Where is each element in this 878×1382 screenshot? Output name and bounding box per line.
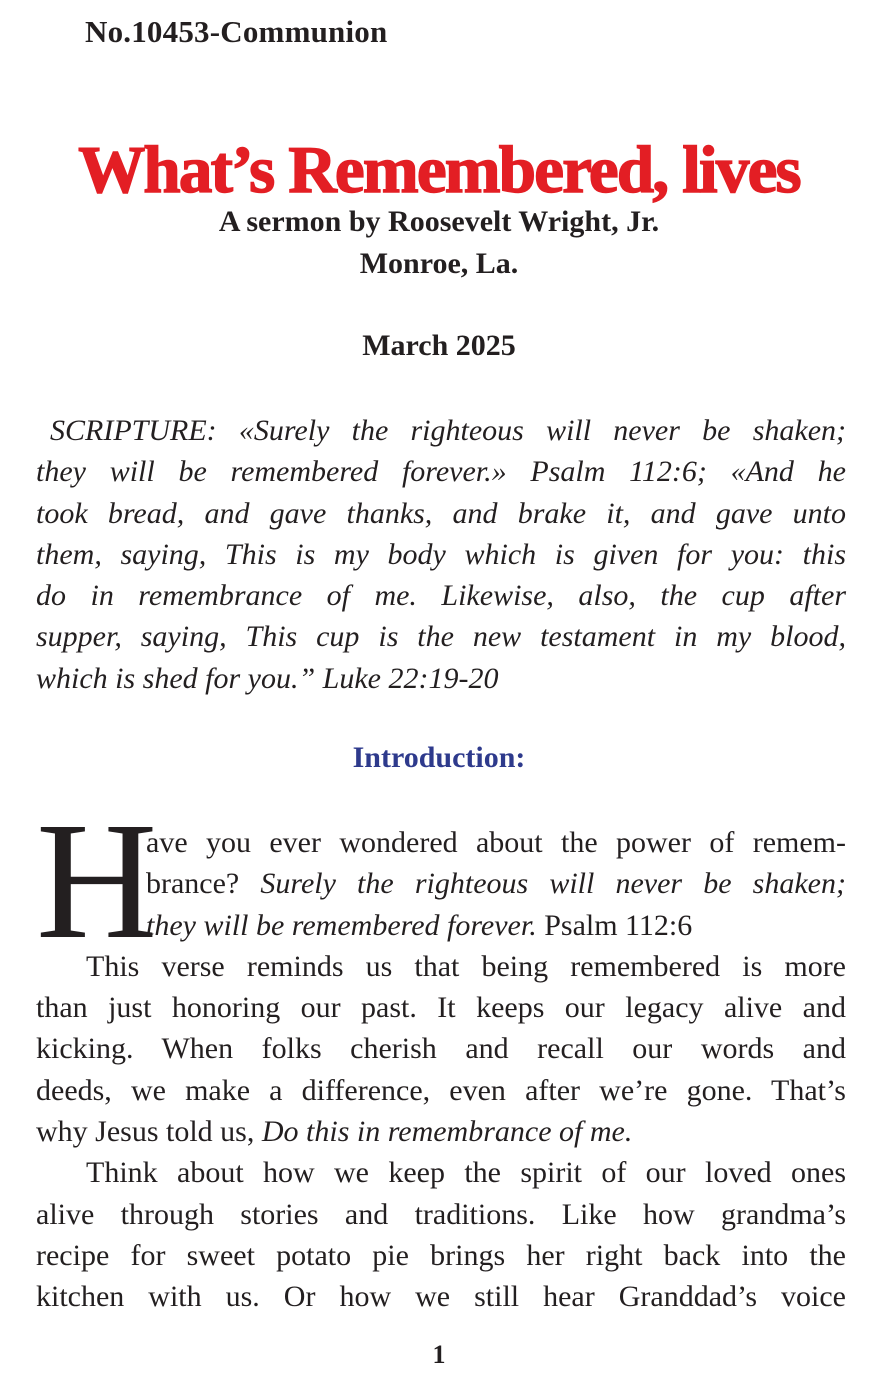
scripture-block bbox=[36, 410, 846, 699]
paragraph-text: brance? bbox=[146, 867, 261, 901]
scripture-line: took bread, and gave thanks, and brake it, and gave unto bbox=[36, 496, 846, 530]
paragraph-line: This verse reminds us that being remembered is more bbox=[86, 949, 846, 983]
paragraph-line: Think about how we keep the spirit of our loved ones bbox=[86, 1156, 846, 1190]
paragraph-line: than just honoring our past. It keeps our legacy alive and bbox=[36, 991, 846, 1025]
sermon-title: What’s Remembered, lives bbox=[78, 133, 800, 207]
scripture-line: do in remembrance of me. Likewise, also, the cup after bbox=[36, 579, 846, 613]
paragraph-line: kitchen with us. Or how we still hear Granddad’s voice bbox=[36, 1280, 846, 1314]
paragraph-quote: they will be remembered forever. bbox=[146, 908, 537, 942]
paragraph-quote: Surely the righteous will never be shaken; bbox=[260, 867, 846, 901]
paragraph-line: recipe for sweet potato pie brings her right back into the bbox=[36, 1238, 846, 1272]
scripture-line: them, saying, This is my body which is given for you: this bbox=[36, 537, 846, 571]
paragraph-line: deeds, we make a difference, even after we’re gone. That’s bbox=[36, 1073, 846, 1107]
scripture-line: they will be remembered forever.» Psalm 112:6; «And he bbox=[36, 455, 846, 489]
scripture-line: which is shed for you.” Luke 22:19-20 bbox=[36, 661, 499, 695]
paragraph-text: why Jesus told us, bbox=[36, 1115, 262, 1149]
scripture-line: SCRIPTURE: «Surely the righteous will never be shaken; bbox=[50, 414, 846, 447]
paragraph-text: Psalm 112:6 bbox=[536, 908, 693, 942]
paragraph-quote: Do this in remembrance of me. bbox=[261, 1115, 633, 1149]
sermon-date: March 2025 bbox=[362, 329, 516, 362]
paragraph-line: ave you ever wondered about the power of remem- bbox=[146, 826, 846, 859]
scripture-line: supper, saying, This cup is the new testament in my blood, bbox=[36, 620, 846, 654]
paragraph-line: alive through stories and traditions. Like how grandma’s bbox=[36, 1197, 846, 1231]
paragraph-line bbox=[36, 905, 846, 946]
paragraph-line bbox=[36, 863, 846, 904]
paragraph-line: kicking. When folks cherish and recall our words and bbox=[36, 1032, 846, 1066]
byline: A sermon by Roosevelt Wright, Jr. bbox=[218, 205, 660, 238]
page-number: 1 bbox=[432, 1340, 446, 1369]
drop-cap: H bbox=[36, 788, 158, 974]
paragraph-line bbox=[36, 1111, 846, 1152]
document-number: No.10453-Communion bbox=[85, 14, 388, 49]
location: Monroe, La. bbox=[359, 247, 519, 280]
body-text bbox=[36, 788, 846, 1318]
section-heading-introduction: Introduction: bbox=[352, 741, 526, 774]
